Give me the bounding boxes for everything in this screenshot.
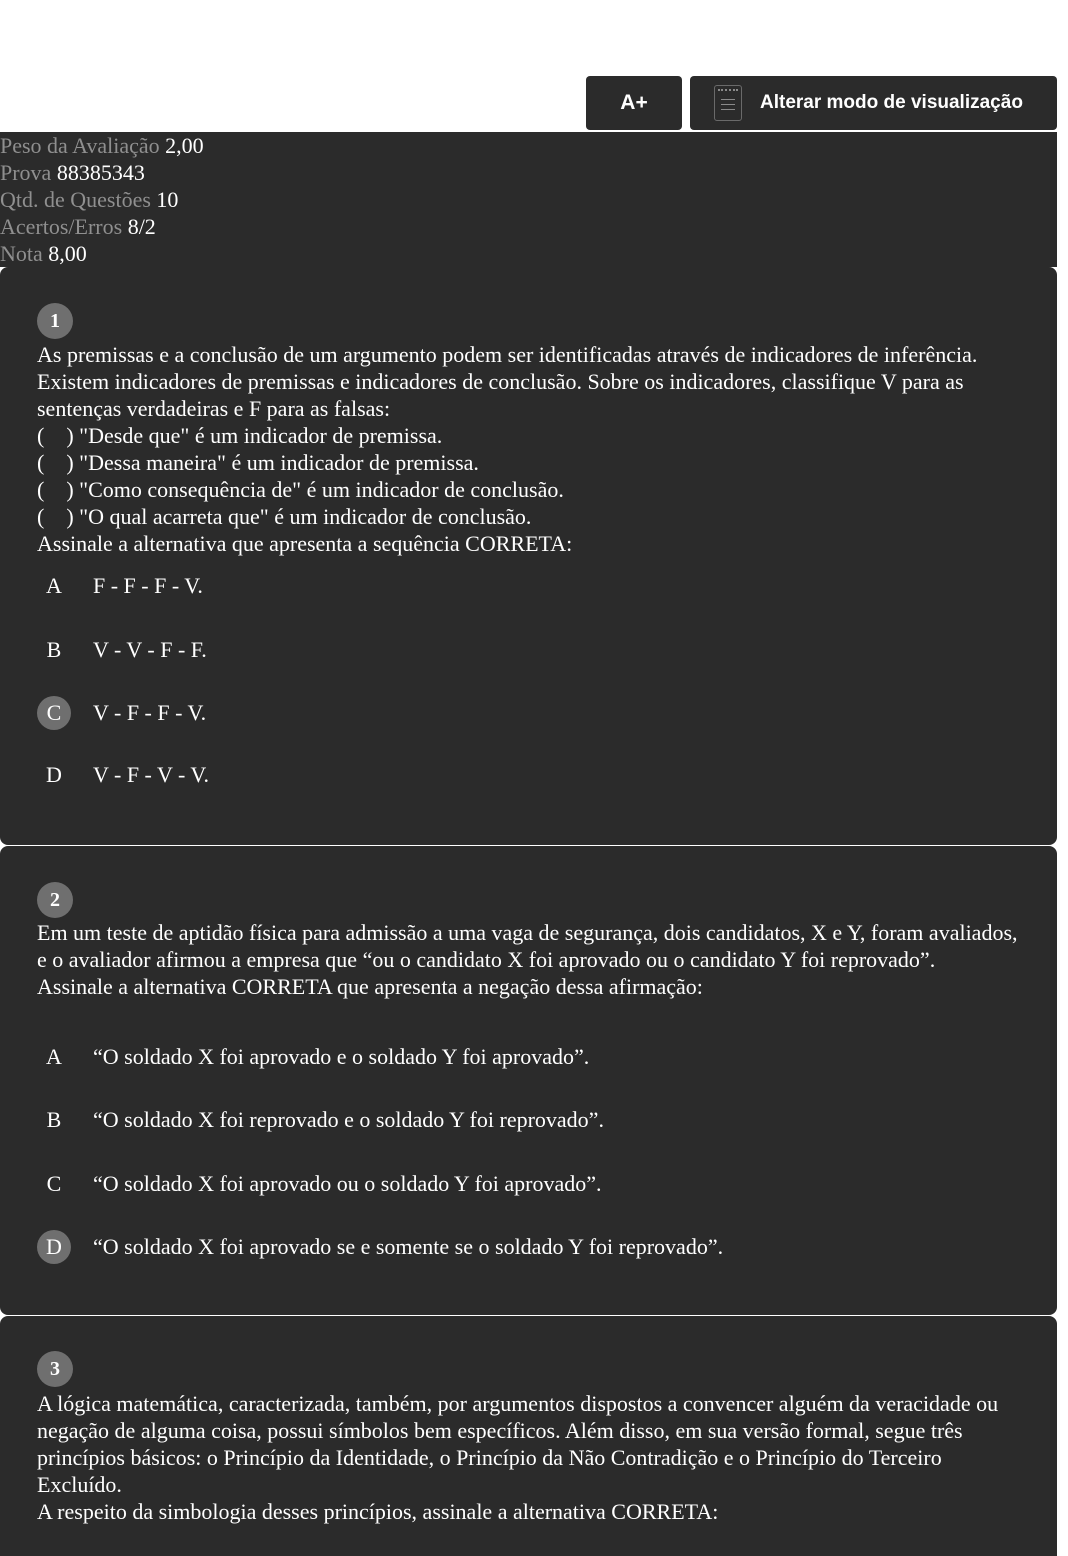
question-text: A lógica matemática, caracterizada, também, por argumentos dispostos a convencer alguém da veracidade ou negação de alguma coisa, possui símbolos bem específicos. Além disso, em sua versão formal, segue três princípios básicos: o Princípio da Identidade, o Princípio da Não Contradição e o Princípio do Terceiro Excluído. A respeito da simbologia desses princípios, assinale a alternativa CORRETA: (37, 1391, 999, 1524)
answer-option-b[interactable] (37, 632, 207, 668)
info-row-question-count: Qtd. de Questões 10 (0, 187, 179, 212)
selected-option-letter: C (37, 696, 71, 730)
answer-option-c-selected[interactable] (37, 695, 206, 731)
question-text: Em um teste de aptidão física para admissão a uma vaga de segurança, dois candidatos, X e Y, foram avaliados, e o avaliador afirmou a empresa que “ou o candidato X foi aprovado ou o candidato Y foi reprovado”. Assinale a alternativa CORRETA que apresenta a negação dessa afirmação: (37, 920, 1018, 999)
answer-option-a[interactable] (37, 1039, 589, 1075)
selected-option-letter: D (37, 1230, 71, 1264)
exam-info-panel (0, 132, 1057, 267)
view-mode-button[interactable] (690, 76, 1057, 130)
question-number-badge: 2 (37, 882, 73, 918)
question-card-1 (0, 267, 1057, 845)
top-toolbar (0, 0, 1068, 132)
option-text: V - F - F - V. (93, 700, 207, 725)
answer-option-b[interactable] (37, 1102, 604, 1138)
option-text: “O soldado X foi aprovado ou o soldado Y foi aprovado”. (93, 1171, 602, 1196)
option-letter: D (46, 762, 62, 787)
info-row-weight: Peso da Avaliação 2,00 (0, 133, 204, 158)
view-mode-label: Alterar modo de visualização (760, 92, 1023, 113)
info-row-exam-id: Prova 88385343 (0, 160, 145, 185)
question-number-badge: 3 (37, 1351, 73, 1387)
answer-option-a[interactable] (37, 568, 203, 604)
info-row-score-ratio: Acertos/Erros 8/2 (0, 214, 156, 239)
option-letter: B (46, 637, 62, 662)
info-row-grade: Nota 8,00 (0, 241, 87, 266)
question-card-3 (0, 1316, 1057, 1556)
option-text: V - V - F - F. (93, 637, 207, 662)
option-text: F - F - F - V. (93, 573, 203, 598)
answer-option-c[interactable] (37, 1166, 602, 1202)
option-text: “O soldado X foi aprovado se e somente se o soldado Y foi reprovado”. (93, 1234, 724, 1259)
document-icon (714, 85, 742, 121)
question-text: As premissas e a conclusão de um argumento podem ser identificadas através de indicadores de inferência. Existem indicadores de premissas e indicadores de conclusão. Sobre os indicadores, classifique V para as sentenças verdadeiras e F para as falsas: ( ) "Desde que" é um indicador de premissa. ( ) "Dessa maneira" é um indicador de premissa. ( ) "Como consequência de" é um indicador de conclusão. ( ) "O qual acarreta que" é um indicador de conclusão. Assinale a alternativa que apresenta a sequência CORRETA: (37, 342, 978, 556)
answer-option-d-selected[interactable] (37, 1229, 723, 1265)
increase-font-button[interactable]: A+ (586, 76, 682, 130)
option-letter: B (46, 1107, 62, 1132)
option-text: “O soldado X foi aprovado e o soldado Y foi aprovado”. (93, 1044, 590, 1069)
option-text: V - F - V - V. (93, 762, 209, 787)
option-letter: C (46, 1171, 62, 1196)
option-text: “O soldado X foi reprovado e o soldado Y foi reprovado”. (93, 1107, 604, 1132)
option-letter: A (46, 1044, 62, 1069)
option-letter: A (46, 573, 62, 598)
question-card-2 (0, 846, 1057, 1315)
question-number-badge: 1 (37, 303, 73, 339)
answer-option-d[interactable] (37, 757, 209, 793)
